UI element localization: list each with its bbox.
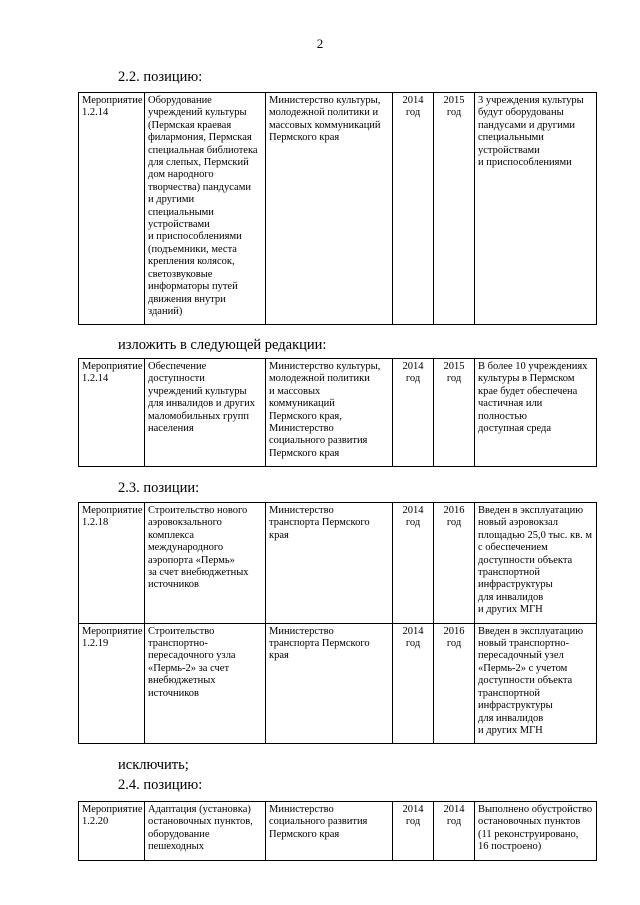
measure-result: В более 10 учреждениях культуры в Пермском крае будет обеспечена частичная или полностью доступная среда <box>475 359 597 467</box>
exclude-heading: исключить; <box>118 757 189 773</box>
page-number: 2 <box>316 36 324 51</box>
section-2-3-heading: 2.3. позиции: <box>118 480 200 496</box>
table-row <box>79 503 597 624</box>
table-old-1-2-14 <box>78 92 597 325</box>
measure-result: Введен в эксплуатацию новый транспортно- пересадочный узел «Пермь-2» с учетом доступности объекта транспортной инфраструктуры для инвалидов и других МГН <box>475 623 597 744</box>
measure-end-year: 2016 год <box>434 503 475 624</box>
measure-start-year: 2014 год <box>393 802 434 861</box>
measure-start-year: 2014 год <box>393 359 434 467</box>
measure-executor: Министерство социального развития Пермского края <box>266 802 393 861</box>
table-row <box>79 802 597 861</box>
measure-name: Строительство нового аэровокзального комплекса международного аэропорта «Пермь» за счет внебюджетных источников <box>145 503 266 624</box>
section-2-2-heading: 2.2. позицию: <box>118 69 203 85</box>
measure-end-year: 2016 год <box>434 623 475 744</box>
table-row <box>79 359 597 467</box>
section-2-4-heading: 2.4. позицию: <box>118 777 203 793</box>
measure-end-year: 2015 год <box>434 93 475 325</box>
measure-start-year: 2014 год <box>393 623 434 744</box>
measure-executor: Министерство транспорта Пермского края <box>266 503 393 624</box>
table-new-1-2-14 <box>78 358 597 467</box>
measure-executor: Министерство культуры, молодежной политики и массовых коммуникаций Пермского края <box>266 93 393 325</box>
measure-executor: Министерство транспорта Пермского края <box>266 623 393 744</box>
measure-code: Мероприятие 1.2.14 <box>79 359 145 467</box>
measure-end-year: 2015 год <box>434 359 475 467</box>
table-2-3 <box>78 502 597 744</box>
measure-start-year: 2014 год <box>393 93 434 325</box>
measure-code: Мероприятие 1.2.14 <box>79 93 145 325</box>
replace-heading: изложить в следующей редакции: <box>118 337 327 353</box>
measure-start-year: 2014 год <box>393 503 434 624</box>
measure-result: Введен в эксплуатацию новый аэровокзал площадью 25,0 тыс. кв. м с обеспечением доступности объекта транспортной инфраструктуры для инвалидов и других МГН <box>475 503 597 624</box>
measure-name: Строительство транспортно- пересадочного узла «Пермь-2» за счет внебюджетных источников <box>145 623 266 744</box>
measure-name: Оборудование учреждений культуры (Пермская краевая филармония, Пермская специальная библиотека для слепых, Пермский дом народного творчества) пандусами и другими специальными устройствами и приспособлениями (подъемники, места крепления колясок, светозвуковые информаторы путей движения внутри зданий) <box>145 93 266 325</box>
measure-name: Обеспечение доступности учреждений культуры для инвалидов и других маломобильных групп населения <box>145 359 266 467</box>
table-row <box>79 93 597 325</box>
measure-code: Мероприятие 1.2.19 <box>79 623 145 744</box>
measure-code: Мероприятие 1.2.20 <box>79 802 145 861</box>
measure-result: Выполнено обустройство остановочных пунктов (11 реконструировано, 16 построено) <box>475 802 597 861</box>
measure-code: Мероприятие 1.2.18 <box>79 503 145 624</box>
table-row <box>79 623 597 744</box>
measure-end-year: 2014 год <box>434 802 475 861</box>
measure-result: 3 учреждения культуры будут оборудованы пандусами и другими специальными устройствами и приспособлениями <box>475 93 597 325</box>
measure-name: Адаптация (установка) остановочных пунктов, оборудование пешеходных <box>145 802 266 861</box>
table-2-4 <box>78 801 597 861</box>
measure-executor: Министерство культуры, молодежной политики и массовых коммуникаций Пермского края, Министерство социального развития Пермского края <box>266 359 393 467</box>
